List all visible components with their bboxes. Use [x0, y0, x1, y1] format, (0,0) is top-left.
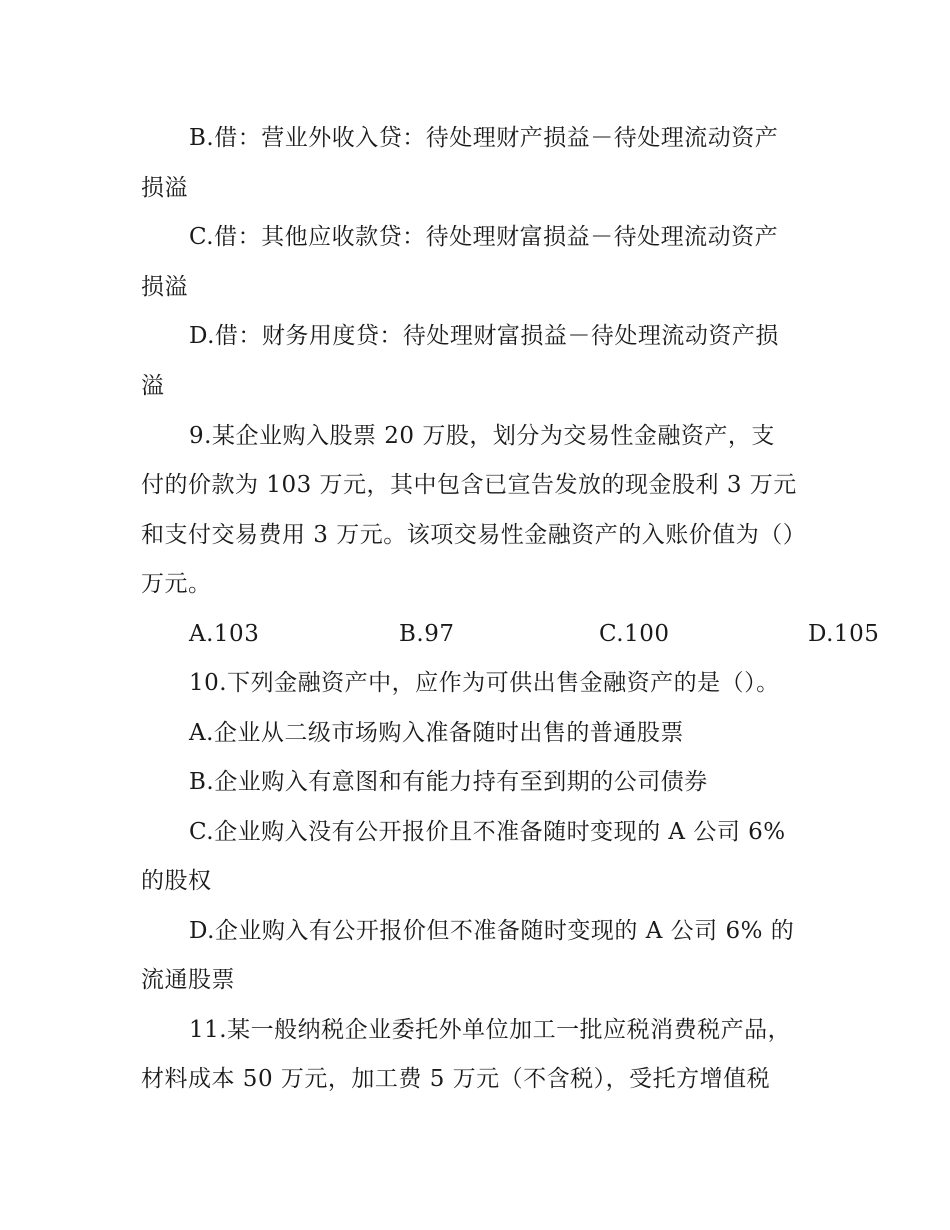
- question-9-options: [0, 620, 950, 648]
- option-d: D.105: [808, 621, 880, 647]
- text-line: 流通股票: [141, 967, 235, 993]
- text-line: 损溢: [141, 274, 188, 300]
- text-line: D.借：财务用度贷：待处理财富损益－待处理流动资产损: [189, 323, 779, 349]
- text-line: 的股权: [141, 868, 212, 894]
- text-line: 溢: [141, 373, 165, 399]
- text-line: D.企业购入有公开报价但不准备随时变现的 A 公司 6% 的: [189, 918, 795, 944]
- question-10-line: 10.下列金融资产中，应作为可供出售金融资产的是（）。: [189, 670, 780, 696]
- text-line: 万元。: [141, 571, 212, 597]
- text-line: C.借：其他应收款贷：待处理财富损益－待处理流动资产: [189, 224, 779, 250]
- text-line: B.企业购入有意图和有能力持有至到期的公司债券: [189, 769, 708, 795]
- text-line: 和支付交易费用 3 万元。该项交易性金融资产的入账价值为（）: [141, 522, 807, 548]
- text-line: B.借：营业外收入贷：待处理财产损益－待处理流动资产: [189, 125, 779, 151]
- text-line: C.企业购入没有公开报价且不准备随时变现的 A 公司 6%: [189, 819, 786, 845]
- text-line: 材料成本 50 万元，加工费 5 万元（不含税），受托方增值税: [141, 1066, 771, 1092]
- option-a: A.103: [189, 621, 260, 647]
- text-line: 付的价款为 103 万元，其中包含已宣告发放的现金股利 3 万元: [141, 472, 797, 498]
- question-11-line: 11.某一般纳税企业委托外单位加工一批应税消费税产品，: [189, 1017, 792, 1043]
- question-9-line: 9.某企业购入股票 20 万股，划分为交易性金融资产，支: [189, 423, 775, 449]
- option-c: C.100: [599, 621, 670, 647]
- option-b: B.97: [399, 621, 455, 647]
- text-line: A.企业从二级市场购入准备随时出售的普通股票: [189, 720, 684, 746]
- text-line: 损溢: [141, 175, 188, 201]
